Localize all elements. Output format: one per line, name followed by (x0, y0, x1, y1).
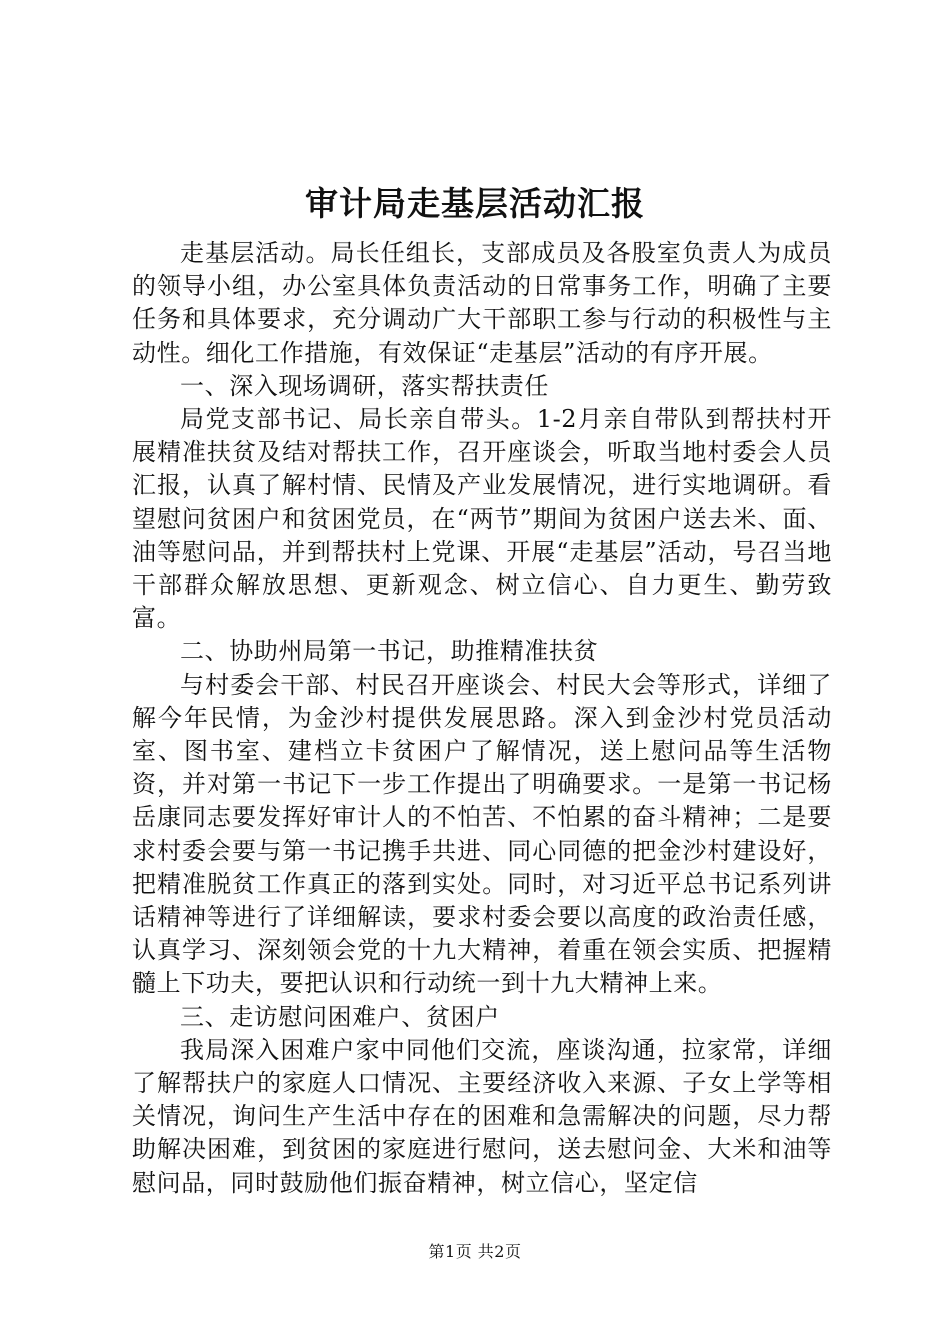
document-title: 审计局走基层活动汇报 (305, 184, 645, 223)
intro-paragraph: 走基层活动。局长任组长，支部成员及各股室负责人为成员的领导小组，办公室具体负责活动的日常事务工作，明确了主要任务和具体要求，充分调动广大干部职工参与行动的积极性与主动性。细化工作措施，有效保证“走基层”活动的有序开展。 (132, 239, 832, 367)
section-heading-3: 三、走访慰问困难户、贫困户 (180, 1002, 500, 1031)
section-paragraph-2: 与村委会干部、村民召开座谈会、村民大会等形式，详细了解今年民情，为金沙村提供发展思路。深入到金沙村党员活动室、图书室、建档立卡贫困户了解情况，送上慰问品等生活物资，并对第一书记下一步工作提出了明确要求。一是第一书记杨岳康同志要发挥好审计人的不怕苦、不怕累的奋斗精神；二是要求村委会要与第一书记携手共进、同心同德的把金沙村建设好，把精准脱贫工作真正的落到实处。同时，对习近平总书记系列讲话精神等进行了详细解读，要求村委会要以高度的政治责任感，认真学习、深刻领会党的十九大精神，着重在领会实质、把握精髓上下功夫，要把认识和行动统一到十九大精神上来。 (132, 670, 832, 998)
section-heading-1: 一、深入现场调研，落实帮扶责任 (180, 371, 549, 400)
section-paragraph-1: 局党支部书记、局长亲自带头。1-2月亲自带队到帮扶村开展精准扶贫及结对帮扶工作，召开座谈会，听取当地村委会人员汇报，认真了解村情、民情及产业发展情况，进行实地调研。看望慰问贫困户和贫困党员，在“两节”期间为贫困户送去米、面、油等慰问品，并到帮扶村上党课、开展“走基层”活动，号召当地干部群众解放思想、更新观念、树立信心、自力更生、勤劳致富。 (132, 405, 832, 633)
page-footer: 第1页 共2页 (428, 1242, 522, 1261)
document-body (132, 237, 832, 1200)
section-paragraph-3: 我局深入困难户家中同他们交流，座谈沟通，拉家常，详细了解帮扶户的家庭人口情况、主要经济收入来源、子女上学等相关情况，询问生产生活中存在的困难和急需解决的问题，尽力帮助解决困难，到贫困的家庭进行慰问，送去慰问金、大米和油等慰问品，同时鼓励他们振奋精神，树立信心，坚定信 (132, 1035, 832, 1197)
section-heading-2: 二、协助州局第一书记，助推精准扶贫 (180, 637, 599, 666)
